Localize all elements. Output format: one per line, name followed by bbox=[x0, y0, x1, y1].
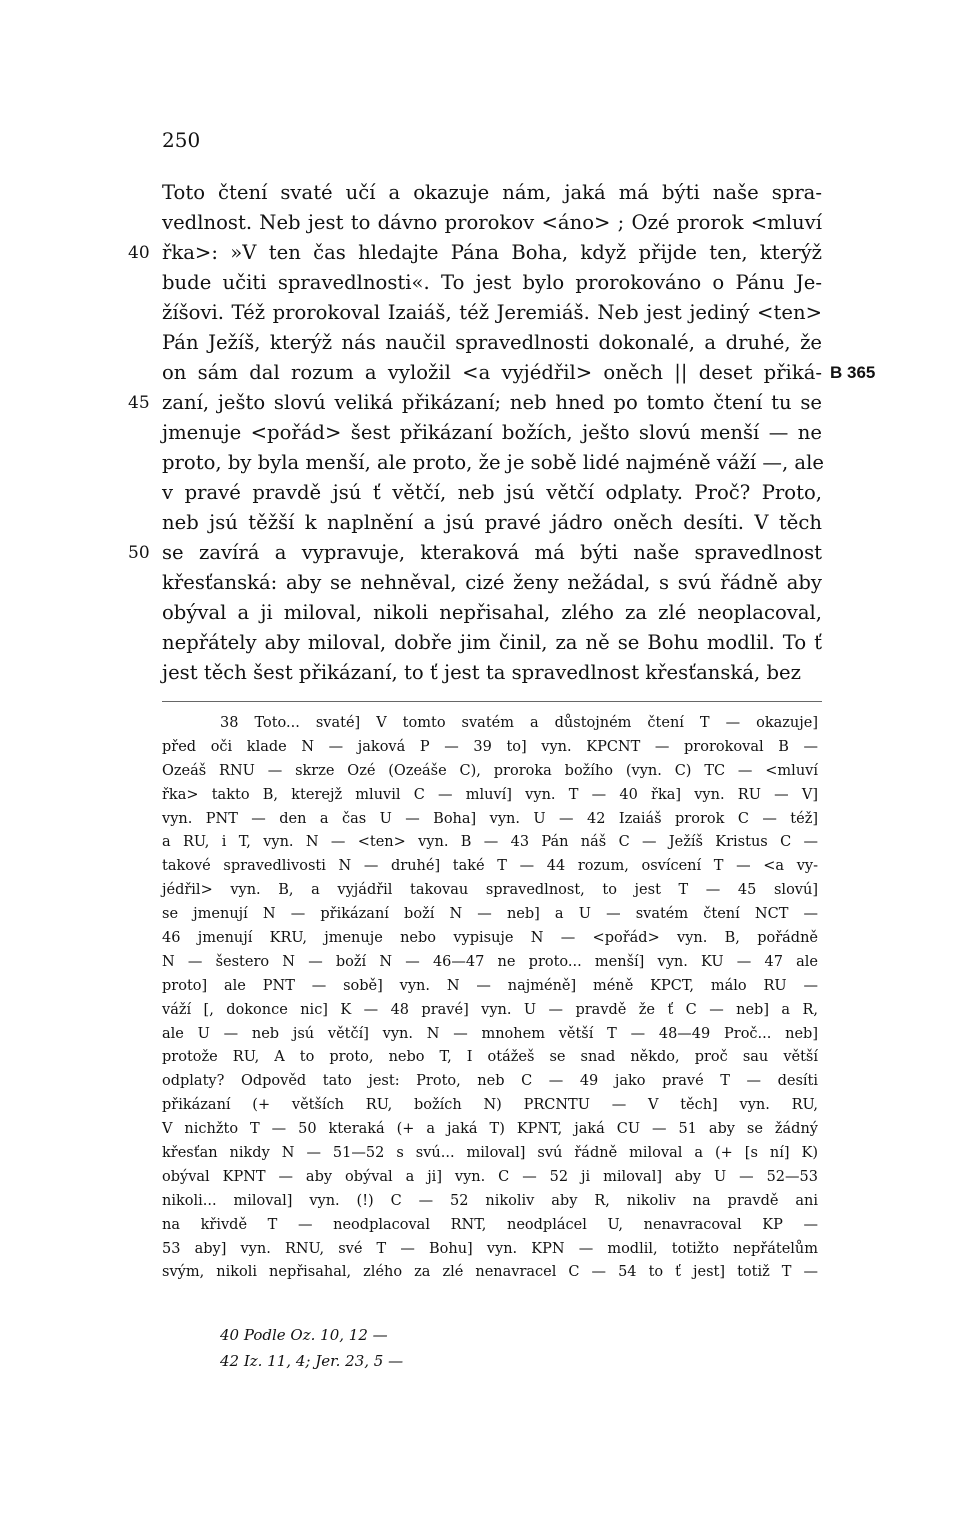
apparatus-line: Ozeáš RNU — skrze Ozé (Ozeáše C), proroka božího (vyn. C) TC — <mluví bbox=[162, 762, 818, 779]
line-text: Toto čtení svaté učí a okazuje nám, jaká má býti naše spra- bbox=[162, 181, 822, 204]
line-number: 40 bbox=[128, 243, 150, 263]
apparatus-line: ale U — neb jsú větčí] vyn. N — mnohem větší T — 48—49 Proč... neb] bbox=[162, 1025, 818, 1042]
apparatus-line: 53 aby] vyn. RNU, své T — Bohu] vyn. KPN — modlil, totižto nepřátelům bbox=[162, 1240, 818, 1257]
text-line bbox=[162, 448, 822, 478]
apparatus-line: váží [, dokonce nic] K — 48 pravé] vyn. U — pravdě že ť C — neb] a R, bbox=[162, 1001, 818, 1018]
text-line bbox=[162, 208, 822, 238]
text-line bbox=[162, 598, 822, 628]
text-line bbox=[162, 328, 822, 358]
apparatus-line: 46 jmenují KRU, jmenuje nebo vypisuje N — <pořád> vyn. B, pořádně bbox=[162, 930, 818, 947]
line-text: Pán Ježíš, kterýž nás naučil spravedlnosti dokonalé, a druhé, že bbox=[162, 331, 822, 354]
line-text: on sám dal rozum a vyložil <a vyjédřil> oněch || deset přiká- bbox=[162, 361, 822, 384]
text-line bbox=[162, 178, 822, 208]
source-notes bbox=[220, 1322, 403, 1374]
line-text: křesťanská: aby se nehněval, cizé ženy nežádal, s svú řádně aby bbox=[162, 571, 822, 594]
apparatus-line: N — šestero N — boží N — 46—47 ne proto... menší] vyn. KU — 47 ale bbox=[162, 953, 818, 970]
text-line bbox=[162, 508, 822, 538]
text-line bbox=[162, 628, 822, 658]
line-text: proto, by byla menší, ale proto, že je sobě lidé najméně váží —, ale bbox=[162, 451, 824, 474]
margin-reference: B 365 bbox=[830, 363, 876, 382]
apparatus-line: takové spravedlivosti N — druhé] také T — 44 rozum, osvícení T — <a vy- bbox=[162, 858, 818, 875]
line-text: v pravé pravdě jsú ť větčí, neb jsú větčí odplaty. Proč? Proto, bbox=[162, 481, 822, 504]
apparatus-line: proto] ale PNT — sobě] vyn. N — najméně] méně KPCT, málo RU — bbox=[162, 977, 818, 994]
main-text bbox=[128, 178, 876, 688]
apparatus-line: se jmenují N — přikázaní boží N — neb] a U — svatém čtení NCT — bbox=[162, 906, 818, 923]
apparatus-line: svým, nikoli nepřisahal, zlého za zlé nenavracel C — 54 to ť jest] totiž T — bbox=[162, 1264, 818, 1281]
text-line bbox=[162, 268, 822, 298]
text-line bbox=[162, 418, 822, 448]
apparatus-line: a RU, i T, vyn. N — <ten> vyn. B — 43 Pán náš C — Ježíš Kristus C — bbox=[162, 834, 818, 851]
line-text: řka>: »V ten čas hledajte Pána Boha, když přijde ten, kterýž bbox=[162, 241, 822, 264]
text-line bbox=[162, 298, 822, 328]
source-line: 40 Podle Oz. 10, 12 — bbox=[220, 1326, 388, 1344]
line-text: neb jsú těžší k naplnění a jsú pravé jádro oněch desíti. V těch bbox=[162, 511, 822, 534]
apparatus-line: před oči klade N — jaková P — 39 to] vyn. KPCNT — prorokoval B — bbox=[162, 738, 818, 755]
line-number: 50 bbox=[128, 543, 150, 563]
critical-apparatus bbox=[162, 712, 818, 1285]
text-line bbox=[162, 478, 822, 508]
text-line bbox=[162, 658, 822, 688]
separator-rule bbox=[162, 701, 822, 702]
apparatus-line: na křivdě T — neodplacoval RNT, neodplácel U, nenavracoval KP — bbox=[162, 1216, 818, 1233]
apparatus-line: jédřil> vyn. B, a vyjádřil takovau spravedlnost, to jest T — 45 slovú] bbox=[162, 882, 818, 899]
line-text: zaní, ješto slovú veliká přikázaní; neb hned po tomto čtení tu se bbox=[162, 391, 822, 414]
apparatus-line: nikoli... miloval] vyn. (!) C — 52 nikoliv aby R, nikoliv na pravdě ani bbox=[162, 1192, 818, 1209]
line-text: bude učiti spravedlnosti«. To jest bylo prorokováno o Pánu Je- bbox=[162, 271, 822, 294]
text-line bbox=[128, 238, 822, 268]
source-line: 42 Iz. 11, 4; Jer. 23, 5 — bbox=[220, 1352, 404, 1370]
line-text: obýval a ji miloval, nikoli nepřisahal, zlého za zlé neoplacoval, bbox=[162, 601, 822, 624]
apparatus-line: 38 Toto... svaté] V tomto svatém a důstojném čtení T — okazuje] bbox=[220, 715, 818, 731]
text-line bbox=[162, 358, 876, 388]
line-text: jmenuje <pořád> šest přikázaní božích, ješto slovú menší — ne bbox=[162, 421, 822, 444]
text-line bbox=[128, 388, 822, 418]
line-number: 45 bbox=[128, 393, 150, 413]
apparatus-line: křesťan nikdy N — 51—52 s svú... miloval] svú řádně miloval a (+ [s ní] K) bbox=[162, 1145, 818, 1162]
line-text: žíšovi. Též prorokoval Izaiáš, též Jeremiáš. Neb jest jediný <ten> bbox=[162, 301, 822, 324]
apparatus-line: přikázaní (+ větších RU, božích N) PRCNTU — V těch] vyn. RU, bbox=[162, 1097, 818, 1114]
apparatus-line: obýval KPNT — aby obýval a ji] vyn. C — 52 ji miloval] aby U — 52—53 bbox=[162, 1168, 818, 1185]
text-line bbox=[128, 538, 822, 568]
apparatus-line: protože RU, A to proto, nebo T, I otážeš se snad někdo, proč sau větší bbox=[162, 1049, 818, 1066]
text-line bbox=[162, 568, 822, 598]
line-text: jest těch šest přikázaní, to ť jest ta spravedlnost křesťanská, bez bbox=[162, 661, 801, 684]
line-text: nepřátely aby miloval, dobře jim činil, za ně se Bohu modlil. To ť bbox=[162, 631, 822, 654]
page-number: 250 bbox=[162, 128, 201, 152]
apparatus-line: V nichžto T — 50 kteraká (+ a jaká T) KPNT, jaká CU — 51 aby se žádný bbox=[162, 1121, 818, 1138]
apparatus-line: vyn. PNT — den a čas U — Boha] vyn. U — 42 Izaiáš prorok C — též] bbox=[162, 810, 818, 827]
line-text: se zavírá a vypravuje, kteraková má býti naše spravedlnost bbox=[162, 541, 822, 564]
apparatus-line: odplaty? Odpověd tato jest: Proto, neb C — 49 jako pravé T — desíti bbox=[162, 1073, 818, 1090]
apparatus-line: řka> takto B, kterejž mluvil C — mluví] vyn. T — 40 řka] vyn. RU — V] bbox=[162, 786, 818, 803]
line-text: vedlnost. Neb jest to dávno prorokov <áno> ; Ozé prorok <mluví bbox=[162, 211, 822, 234]
